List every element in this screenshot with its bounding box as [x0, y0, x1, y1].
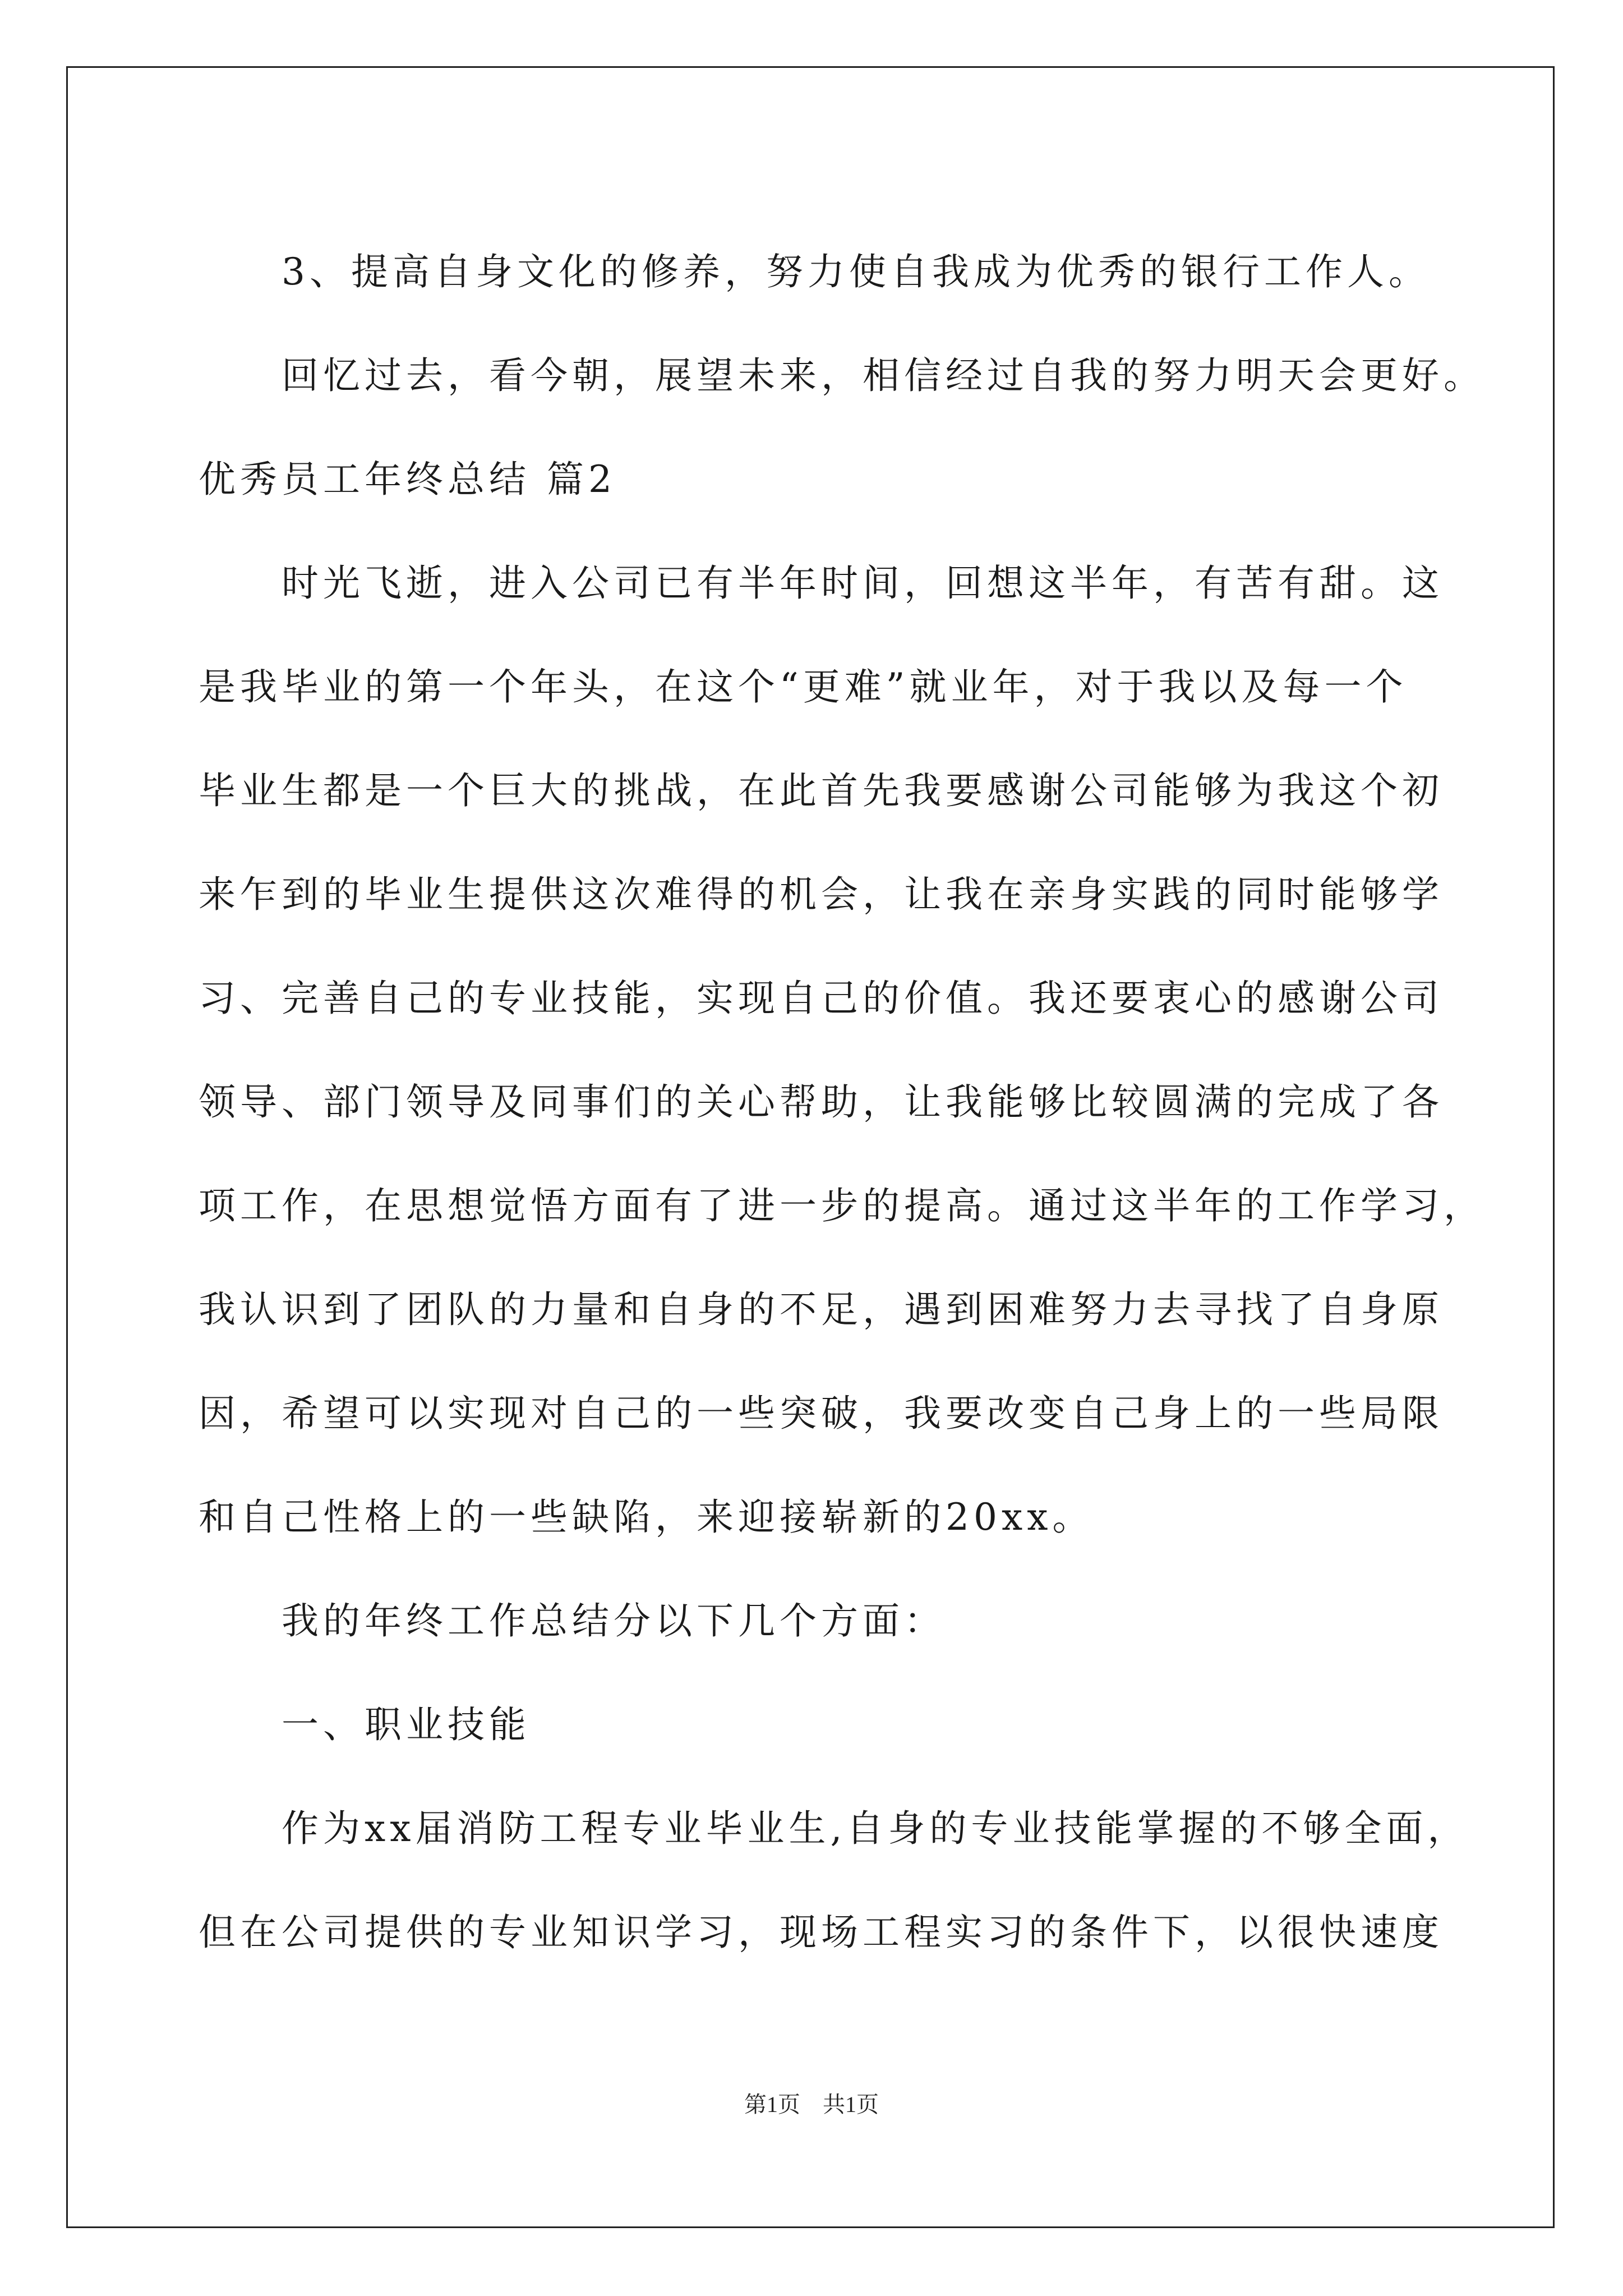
paragraph-line: 回忆过去，看今朝，展望未来，相信经过自我的努力明天会更好。 [282, 354, 1485, 397]
paragraph-line: 毕业生都是一个巨大的挑战，在此首先我要感谢公司能够为我这个初 [199, 769, 1444, 812]
paragraph-line: 是我毕业的第一个年头，在这个“更难”就业年，对于我以及每一个 [199, 665, 1408, 708]
paragraph-line: 3、提高自身文化的修养，努力使自我成为优秀的银行工作人。 [282, 250, 1430, 293]
paragraph-line: 领导、部门领导及同事们的关心帮助，让我能够比较圆满的完成了各 [199, 1080, 1444, 1124]
paragraph-line: 我的年终工作总结分以下几个方面： [282, 1599, 946, 1642]
paragraph-line: 时光飞逝，进入公司已有半年时间，回想这半年，有苦有甜。这 [282, 562, 1444, 605]
subsection-heading: 一、职业技能 [282, 1703, 531, 1746]
paragraph-line: 和自己性格上的一些缺陷，来迎接崭新的20xx。 [199, 1496, 1094, 1539]
paragraph-line: 习、完善自己的专业技能，实现自己的价值。我还要衷心的感谢公司 [199, 977, 1444, 1020]
paragraph-line: 项工作，在思想觉悟方面有了进一步的提高。通过这半年的工作学习， [199, 1184, 1485, 1227]
paragraph-line: 我认识到了团队的力量和自身的不足，遇到困难努力去寻找了自身原 [199, 1288, 1444, 1331]
paragraph-line: 作为xx届消防工程专业毕业生,自身的专业技能掌握的不够全面， [282, 1807, 1469, 1850]
document-body [199, 220, 1485, 1984]
paragraph-line: 但在公司提供的专业知识学习，现场工程实习的条件下，以很快速度 [199, 1911, 1444, 1954]
section-heading: 优秀员工年终总结 篇2 [199, 458, 616, 501]
paragraph-line: 来乍到的毕业生提供这次难得的机会，让我在亲身实践的同时能够学 [199, 873, 1444, 916]
paragraph-line: 因，希望可以实现对自己的一些突破，我要改变自己身上的一些局限 [199, 1392, 1444, 1435]
page-number-footer: 第1页 共1页 [744, 2092, 879, 2117]
